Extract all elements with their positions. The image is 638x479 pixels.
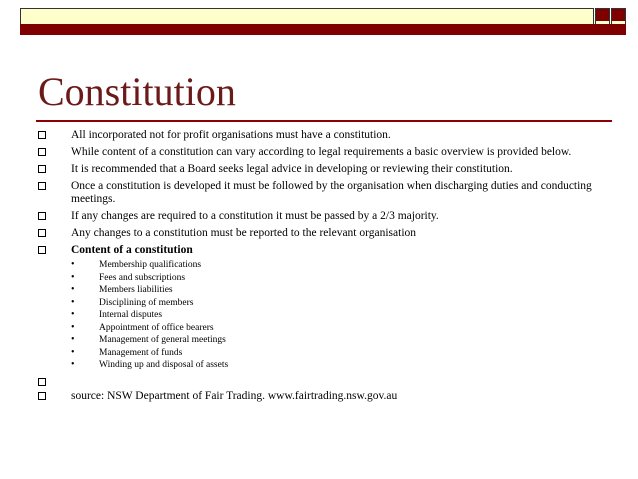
sub-list-item: • Membership qualifications [71,259,202,270]
slide-content [38,129,598,407]
dot-bullet-icon: • [71,359,75,370]
list-item [38,210,598,223]
header-band-dark [20,24,626,35]
list-item-empty [38,376,598,386]
dot-bullet-icon: • [71,309,75,320]
list-item [38,163,598,176]
sub-list-item: • Appointment of office bearers [71,321,214,333]
sub-list-item: • Winding up and disposal of assets [71,359,229,370]
bullet-text: All incorporated not for profit organisations must have a constitution. [71,129,391,141]
bullet-text: While content of a constitution can vary according to legal requirements a basic overview is provided below. [71,146,572,158]
list-item [38,227,598,240]
list-item [38,180,598,206]
sub-list-item: • Management of funds [71,346,183,358]
dot-bullet-icon: • [71,259,75,270]
content-heading: Content of a constitution [71,244,193,256]
sub-list-item: • Members liabilities [71,284,173,295]
title-underline [36,120,612,122]
square-bullet-icon [38,182,46,190]
square-bullet-icon [38,212,46,220]
dot-bullet-icon: • [71,284,75,295]
dot-bullet-icon: • [71,321,75,333]
square-bullet-icon [38,392,46,400]
sub-list-item: • Management of general meetings [71,334,226,345]
sub-list-item: • Fees and subscriptions [71,271,186,283]
dot-bullet-icon: • [71,271,75,283]
square-bullet-icon [38,131,46,139]
list-item [38,390,598,403]
source-text: source: NSW Department of Fair Trading. www.fairtrading.nsw.gov.au [71,389,398,402]
sub-list [71,259,598,372]
dot-bullet-icon: • [71,296,75,308]
sub-list-item: • Internal disputes [71,309,163,320]
bullet-text: Once a constitution is developed it must be followed by the organisation when discharging duties and conducting meetings. [71,180,592,205]
dot-bullet-icon: • [71,346,75,358]
dot-bullet-icon: • [71,334,75,345]
sub-list-item: • Disciplining of members [71,296,194,308]
square-bullet-icon [38,165,46,173]
square-bullet-icon [38,148,46,156]
square-bullet-icon [38,246,46,254]
slide-title: Constitution [38,69,236,114]
bullet-text: If any changes are required to a constitution it must be passed by a 2/3 majority. [71,210,439,222]
bullet-text: Any changes to a constitution must be reported to the relevant organisation [71,227,417,239]
list-item [38,244,598,372]
list-item [38,129,598,142]
list-item [38,146,598,159]
square-bullet-icon [38,229,46,237]
square-bullet-icon [38,378,46,386]
bullet-text: It is recommended that a Board seeks legal advice in developing or reviewing their constitution. [71,163,513,175]
